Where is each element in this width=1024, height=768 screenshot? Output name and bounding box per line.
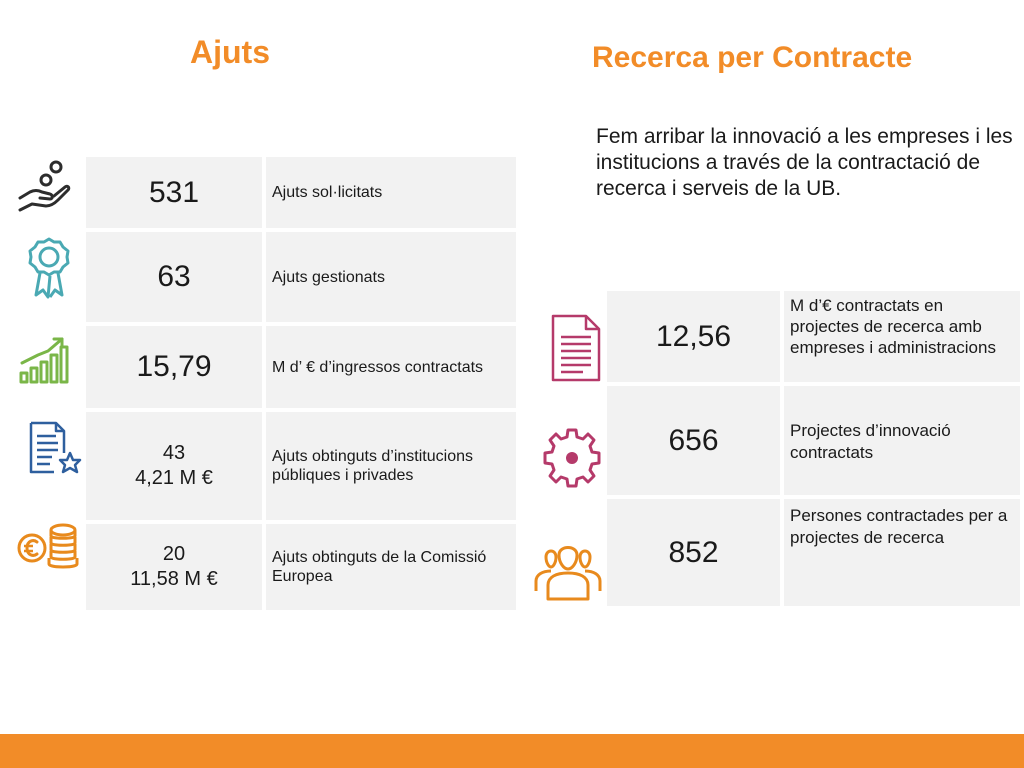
value-text: 63 bbox=[157, 260, 191, 293]
footer-bar bbox=[0, 734, 1024, 768]
value-text: 20 bbox=[162, 543, 186, 565]
ajuts-title: Ajuts bbox=[190, 34, 270, 70]
award-ribbon-icon bbox=[28, 237, 70, 299]
ajuts-value-2 bbox=[86, 232, 262, 322]
value-text: 656 bbox=[668, 423, 719, 457]
ajuts-label-2 bbox=[266, 232, 516, 322]
ajuts-value-1 bbox=[86, 157, 262, 228]
euro-coins-icon bbox=[16, 520, 80, 570]
value-text: 852 bbox=[668, 535, 719, 569]
recerca-intro-text: Fem arribar la innovació a les empreses i les institucions a través de la contractació de recerca i serveis de la UB. bbox=[596, 125, 1013, 200]
document-icon bbox=[550, 313, 602, 383]
label-text: M d’€ contractats en projectes de recerca amb empreses i administracions bbox=[790, 296, 996, 357]
recerca-label-3 bbox=[784, 499, 1020, 606]
ajuts-value-5 bbox=[86, 524, 262, 610]
document-star-icon bbox=[28, 420, 82, 478]
value-amount-text: 11,58 M € bbox=[130, 568, 218, 590]
hand-coins-icon bbox=[16, 158, 72, 216]
ajuts-label-1 bbox=[266, 157, 516, 228]
ajuts-label-4 bbox=[266, 412, 516, 520]
recerca-value-2 bbox=[607, 386, 780, 495]
gear-icon bbox=[540, 426, 604, 490]
recerca-value-1 bbox=[607, 291, 780, 382]
label-text: Projectes d’innovació contractats bbox=[790, 421, 951, 462]
ajuts-value-3 bbox=[86, 326, 262, 408]
value-text: 15,79 bbox=[136, 350, 212, 383]
label-text: M d’ € d’ingressos contractats bbox=[272, 358, 484, 376]
ajuts-label-3 bbox=[266, 326, 516, 408]
value-text: 43 bbox=[162, 442, 186, 464]
value-text: 531 bbox=[148, 175, 200, 209]
growth-chart-icon bbox=[18, 335, 70, 385]
value-amount-text: 4,21 M € bbox=[135, 467, 213, 489]
ajuts-value-4 bbox=[86, 412, 262, 520]
label-text: Ajuts gestionats bbox=[272, 268, 385, 286]
label-text: Persones contractades per a projectes de recerca bbox=[790, 506, 1008, 547]
value-text: 12,56 bbox=[655, 319, 732, 353]
recerca-label-1 bbox=[784, 291, 1020, 382]
ajuts-label-5 bbox=[266, 524, 516, 610]
recerca-title: Recerca per Contracte bbox=[592, 41, 913, 74]
recerca-value-3 bbox=[607, 499, 780, 606]
people-icon bbox=[532, 543, 604, 601]
label-text: Ajuts obtinguts de la Comissió Europea bbox=[272, 549, 487, 585]
recerca-label-2 bbox=[784, 386, 1020, 495]
label-text: Ajuts obtinguts d’institucions públiques i privades bbox=[272, 448, 473, 484]
label-text: Ajuts sol·licitats bbox=[272, 184, 383, 201]
